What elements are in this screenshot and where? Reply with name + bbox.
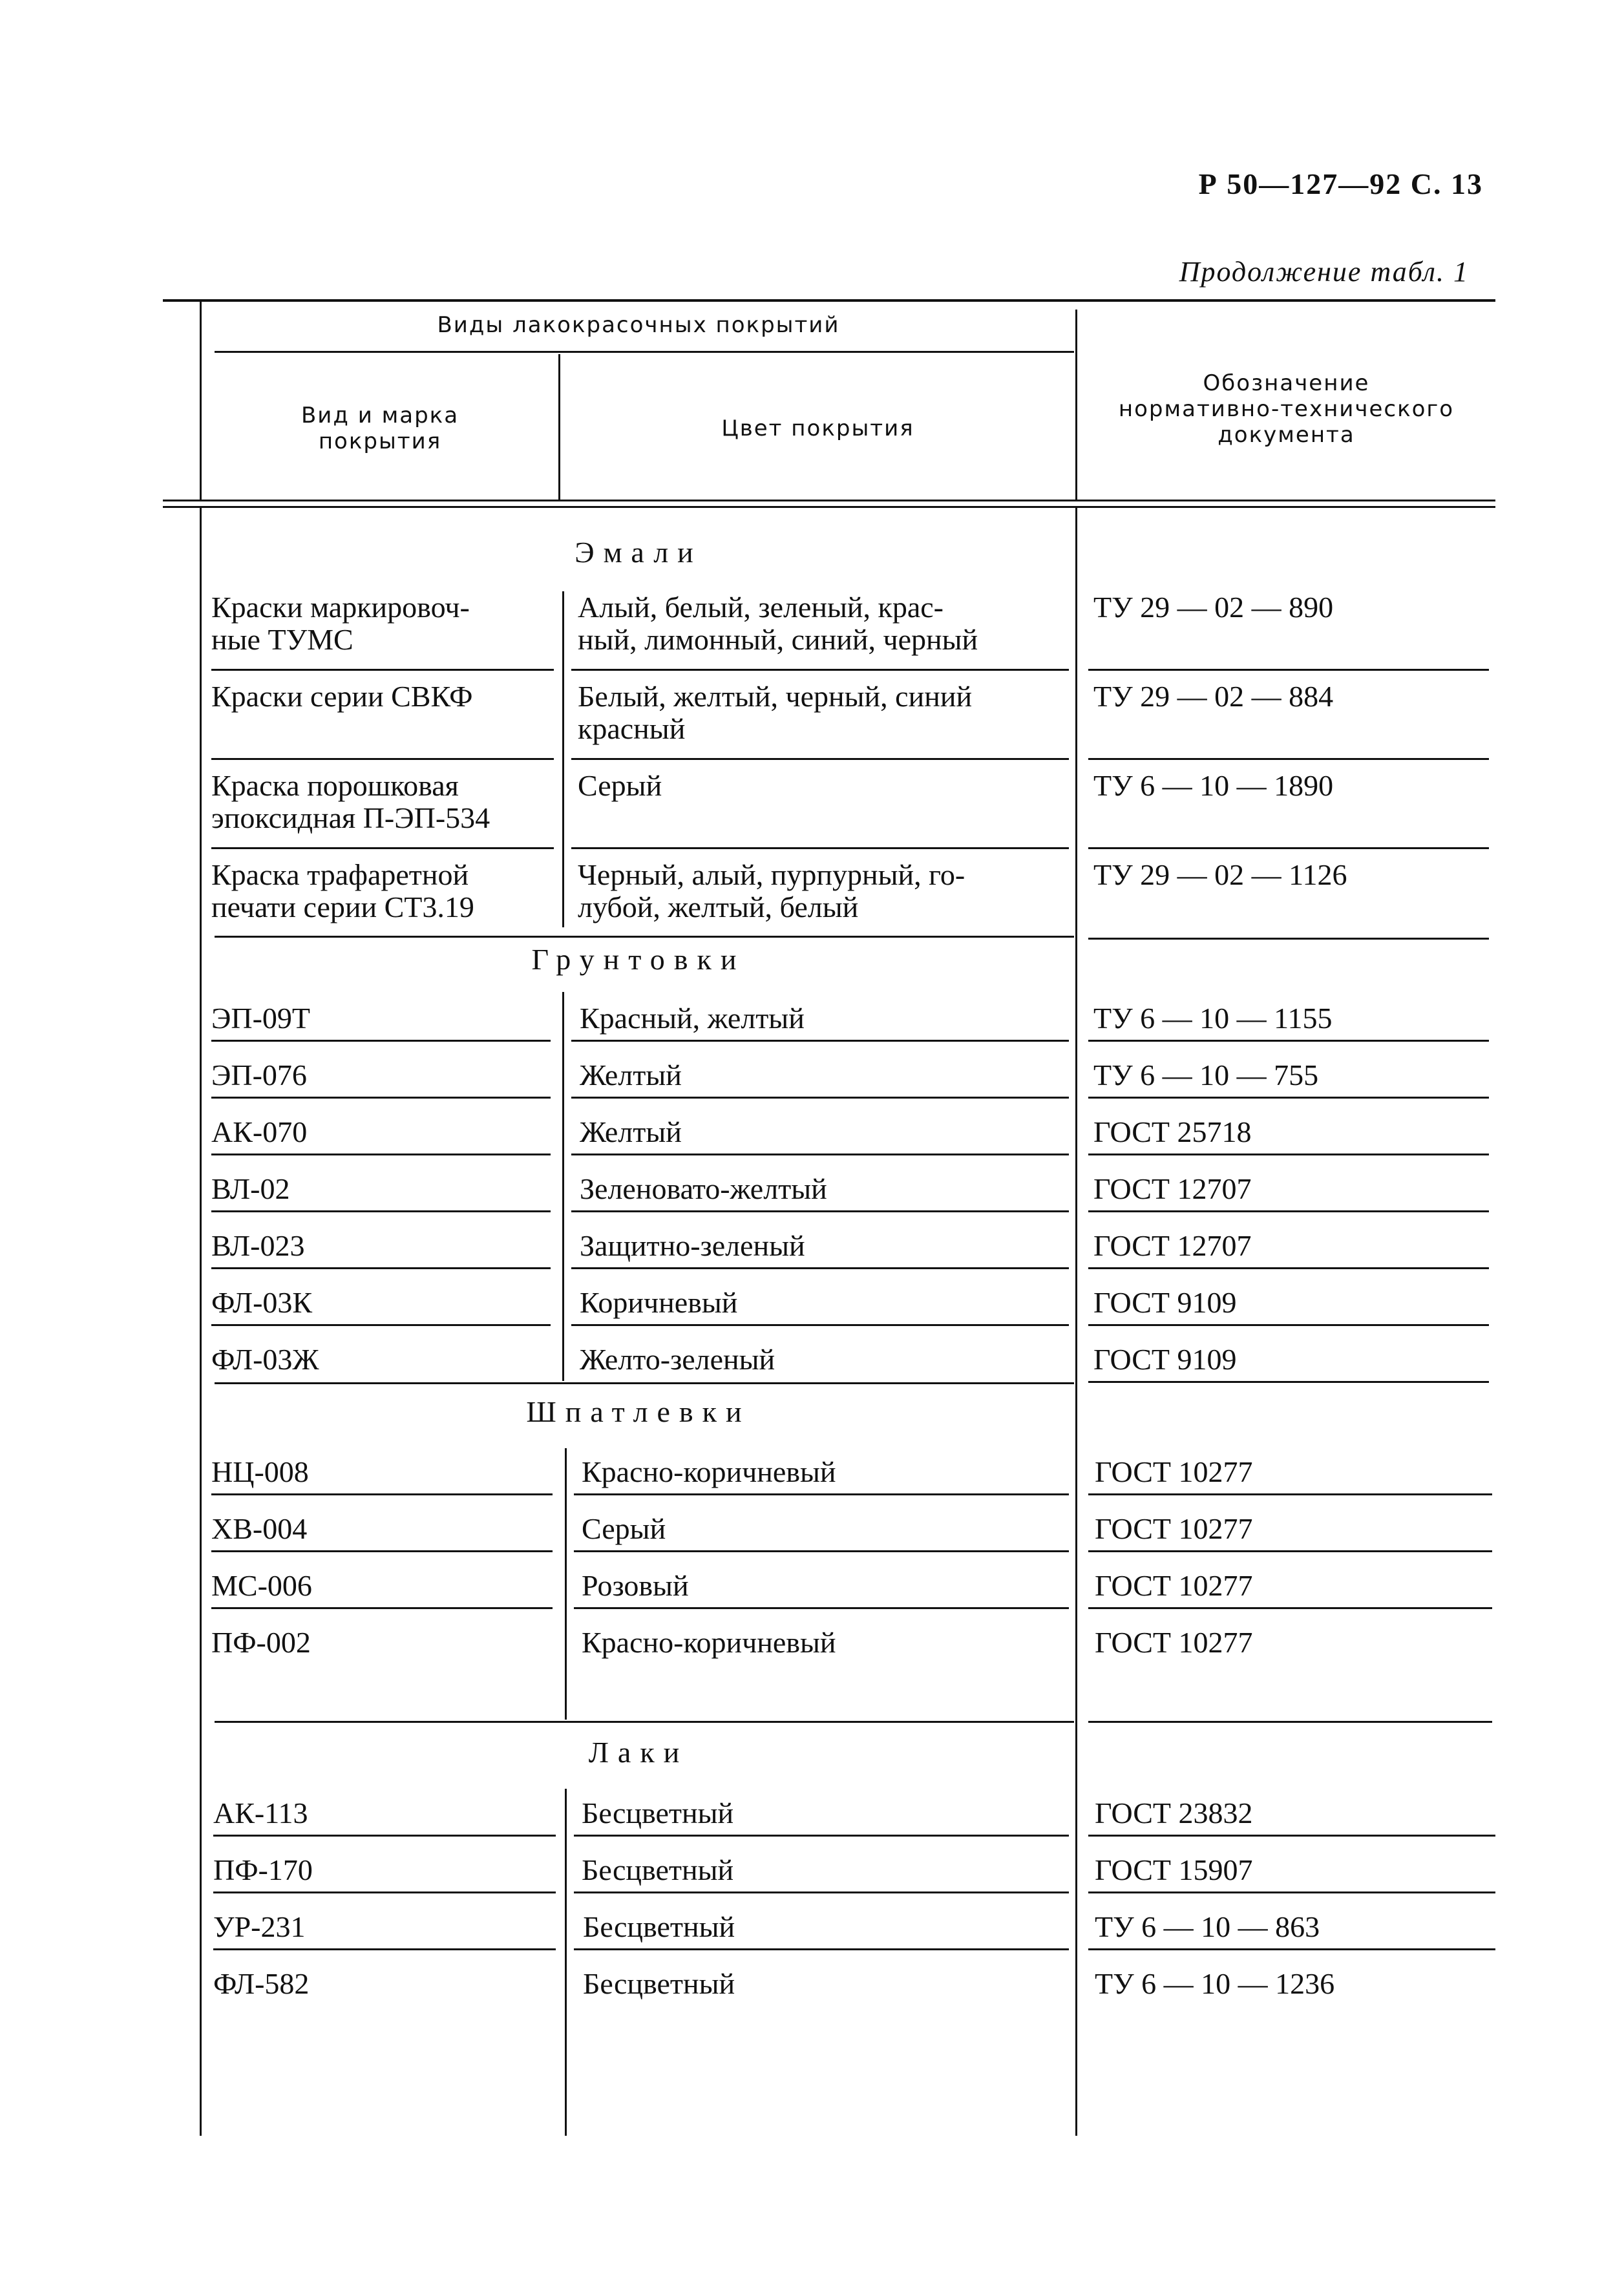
row-rule	[1088, 847, 1489, 849]
body-left-border	[200, 508, 202, 2136]
coating-color: Зеленовато-желтый	[580, 1172, 827, 1205]
coating-type: Краски маркировоч-	[211, 591, 470, 624]
group-header-rule	[215, 351, 1074, 353]
row-rule	[1088, 1267, 1489, 1269]
section-title-varnishes: Лаки	[588, 1736, 689, 1769]
row-rule	[571, 669, 1069, 671]
coating-type: АК-113	[213, 1797, 308, 1829]
header-bottom-rule-2	[163, 506, 1495, 508]
row-rule	[1088, 1721, 1492, 1723]
table-row	[578, 770, 1069, 802]
row-rule	[574, 1493, 1069, 1495]
row-rule	[211, 847, 554, 849]
section-title-enamels: Эмали	[575, 536, 702, 569]
col3-header	[1077, 370, 1495, 448]
coating-color: Белый, желтый, черный, синий	[578, 680, 973, 713]
table-row	[211, 680, 554, 713]
row-rule	[571, 1324, 1069, 1326]
coating-color: Бесцветный	[582, 1797, 734, 1829]
row-rule	[211, 1550, 553, 1552]
row-rule	[571, 1097, 1069, 1099]
normative-document: ГОСТ 10277	[1095, 1455, 1253, 1488]
normative-document: ГОСТ 12707	[1093, 1229, 1252, 1262]
row-rule	[211, 1493, 553, 1495]
row-rule	[571, 1210, 1069, 1212]
coatings-table	[163, 299, 1495, 2136]
col1-header-line1: Вид и марка	[301, 403, 459, 428]
row-rule	[211, 1267, 551, 1269]
coating-color: Красный, желтый	[580, 1002, 805, 1035]
section-rule	[215, 1382, 1074, 1384]
coating-color: Бесцветный	[583, 1910, 735, 1943]
row-rule	[1088, 1550, 1492, 1552]
normative-document: ГОСТ 10277	[1095, 1626, 1253, 1659]
coating-type: ЭП-09Т	[211, 1002, 311, 1035]
row-rule	[1088, 1381, 1489, 1383]
coating-color: Защитно-зеленый	[580, 1229, 805, 1262]
row-rule	[574, 1835, 1069, 1837]
page-number: Р 50—127—92 С. 13	[1198, 167, 1483, 200]
coating-type: УР-231	[213, 1910, 306, 1943]
putties-col-divider	[565, 1448, 567, 1720]
coating-color: Алый, белый, зеленый, крас-	[578, 591, 944, 624]
row-rule	[571, 758, 1069, 760]
coating-color-cont: красный	[578, 712, 686, 745]
coating-type: Краска трафаретной	[211, 858, 469, 891]
row-rule	[1088, 1891, 1495, 1893]
table-row	[211, 770, 554, 834]
row-rule	[1088, 1607, 1492, 1609]
table-continuation-caption: Продолжение табл. 1	[1179, 256, 1469, 288]
row-rule	[213, 1835, 556, 1837]
coating-type: ФЛ-582	[213, 1967, 310, 2000]
row-rule	[574, 1550, 1069, 1552]
coating-color: Бесцветный	[583, 1967, 735, 2000]
coating-color: Коричневый	[580, 1286, 738, 1319]
row-rule	[1088, 1324, 1489, 1326]
row-rule	[1088, 1493, 1492, 1495]
row-rule	[1088, 669, 1489, 671]
normative-document: ТУ 6 — 10 — 863	[1095, 1910, 1320, 1943]
coating-type: ВЛ-02	[211, 1172, 290, 1205]
normative-document: ТУ 29 — 02 — 890	[1093, 591, 1334, 624]
table-row	[578, 591, 1069, 656]
normative-document: ГОСТ 25718	[1093, 1115, 1252, 1148]
coating-type: ЭП-076	[211, 1059, 307, 1091]
normative-document: ТУ 29 — 02 — 884	[1093, 680, 1334, 713]
row-rule	[211, 1210, 551, 1212]
col2-header: Цвет покрытия	[721, 416, 914, 441]
coating-type: ПФ-170	[213, 1853, 313, 1886]
col1-header	[202, 403, 558, 454]
coating-type: Краска порошковая	[211, 769, 459, 802]
normative-document: ТУ 29 — 02 — 1126	[1093, 858, 1347, 891]
coating-color-cont: лубой, желтый, белый	[578, 890, 859, 923]
col3-header-line1: Обозначение	[1203, 370, 1370, 396]
varnishes-col-divider	[565, 1789, 567, 2136]
coating-type: НЦ-008	[211, 1455, 309, 1488]
normative-document: ГОСТ 9109	[1093, 1286, 1237, 1319]
row-rule	[1088, 938, 1489, 940]
coating-color: Серый	[582, 1512, 666, 1545]
row-rule	[213, 1891, 556, 1893]
table-row	[211, 859, 554, 923]
row-rule	[1088, 1948, 1495, 1950]
normative-document: ГОСТ 9109	[1093, 1343, 1237, 1376]
normative-document: ТУ 6 — 10 — 755	[1093, 1059, 1319, 1091]
coating-color-cont: ный, лимонный, синий, черный	[578, 623, 978, 656]
coating-type-cont: ные ТУМС	[211, 623, 353, 656]
coating-type: ХВ-004	[211, 1512, 308, 1545]
normative-document: ТУ 6 — 10 — 1890	[1093, 769, 1334, 802]
row-rule	[1088, 1040, 1489, 1042]
table-row	[578, 680, 1069, 745]
row-rule	[1088, 1210, 1489, 1212]
section-rule	[215, 936, 1074, 938]
coating-color: Серый	[578, 769, 662, 802]
group-header: Виды лакокрасочных покрытий	[437, 312, 840, 338]
normative-document: ГОСТ 23832	[1095, 1797, 1253, 1829]
row-rule	[1088, 1154, 1489, 1155]
row-rule	[1088, 1097, 1489, 1099]
primers-col-divider	[562, 992, 564, 1381]
body-col3-divider	[1075, 508, 1077, 2136]
coating-type: АК-070	[211, 1115, 308, 1148]
row-rule	[571, 1040, 1069, 1042]
coating-color: Красно-коричневый	[582, 1626, 836, 1659]
row-rule	[1088, 1835, 1495, 1837]
normative-document: ГОСТ 12707	[1093, 1172, 1252, 1205]
normative-document: ГОСТ 10277	[1095, 1512, 1253, 1545]
coating-type-cont: эпоксидная П-ЭП-534	[211, 801, 490, 834]
row-rule	[574, 1607, 1069, 1609]
col3-header-line2: нормативно-технического	[1118, 396, 1455, 422]
header-bottom-rule-1	[163, 500, 1495, 501]
coating-color: Красно-коричневый	[582, 1455, 836, 1488]
coating-color: Желтый	[580, 1059, 682, 1091]
row-rule	[571, 1154, 1069, 1155]
section-title-primers: Грунтовки	[531, 943, 746, 976]
col1-header-line2: покрытия	[318, 428, 442, 454]
coating-type: ФЛ-03К	[211, 1286, 313, 1319]
row-rule	[211, 758, 554, 760]
row-rule	[213, 1948, 556, 1950]
table-top-rule	[163, 299, 1495, 302]
coating-color: Желтый	[580, 1115, 682, 1148]
row-rule	[211, 1154, 551, 1155]
row-rule	[211, 1607, 553, 1609]
enamels-col-divider	[562, 591, 564, 927]
coating-color: Розовый	[582, 1569, 689, 1602]
col3-header-line3: документа	[1218, 422, 1355, 448]
row-rule	[571, 847, 1069, 849]
coating-type-cont: печати серии СТ3.19	[211, 890, 474, 923]
row-rule	[574, 1891, 1069, 1893]
coating-type: ВЛ-023	[211, 1229, 305, 1262]
row-rule	[211, 669, 554, 671]
section-title-putties: Шпатлевки	[526, 1395, 751, 1428]
normative-document: ТУ 6 — 10 — 1236	[1095, 1967, 1335, 2000]
table-row	[211, 591, 554, 656]
table-row	[578, 859, 1069, 923]
coating-type: МС-006	[211, 1569, 312, 1602]
coating-color: Черный, алый, пурпурный, го-	[578, 858, 965, 891]
normative-document: ГОСТ 15907	[1095, 1853, 1253, 1886]
normative-document: ГОСТ 10277	[1095, 1569, 1253, 1602]
coating-type: Краски серии СВКФ	[211, 680, 473, 713]
row-rule	[571, 1267, 1069, 1269]
coating-color: Бесцветный	[582, 1853, 734, 1886]
coating-color: Желто-зеленый	[580, 1343, 775, 1376]
coating-type: ФЛ-03Ж	[211, 1343, 319, 1376]
section-rule	[215, 1721, 1074, 1723]
row-rule	[1088, 758, 1489, 760]
row-rule	[574, 1948, 1069, 1950]
row-rule	[211, 1040, 551, 1042]
row-rule	[211, 1097, 551, 1099]
normative-document: ТУ 6 — 10 — 1155	[1093, 1002, 1333, 1035]
coating-type: ПФ-002	[211, 1626, 311, 1659]
row-rule	[211, 1324, 551, 1326]
